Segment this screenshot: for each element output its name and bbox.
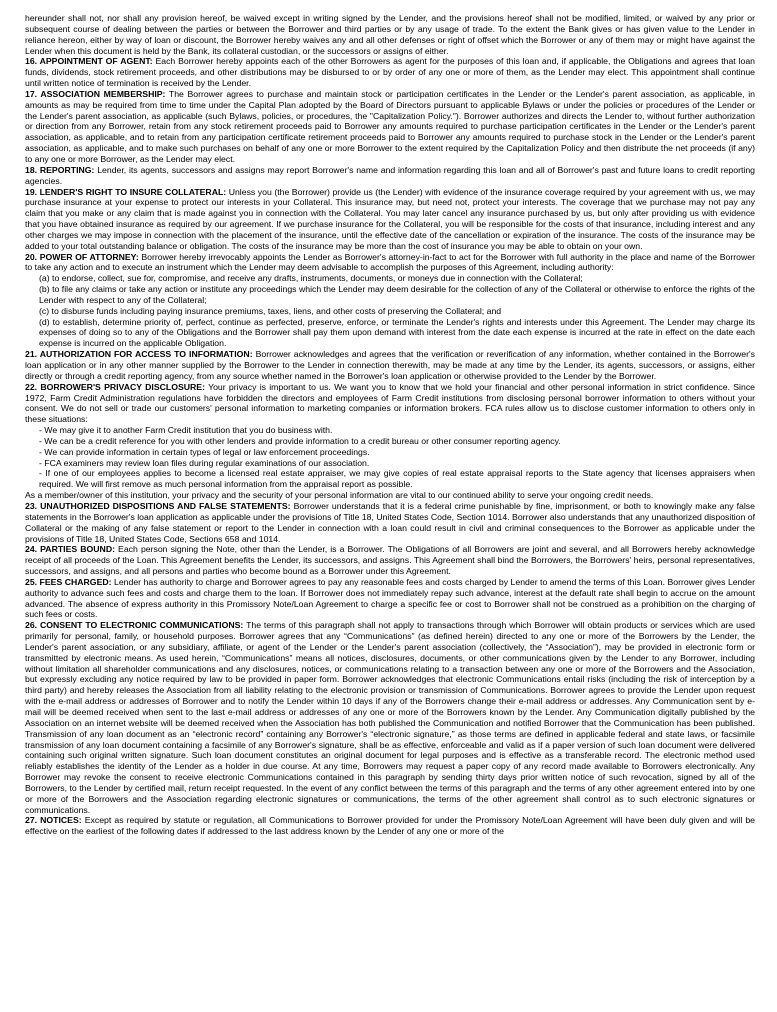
- section-21-text: Borrower acknowledges and agrees that the verification or reverification of any information, whether contained in the Borrower's loan application or in any other manner supplied by the Borrower to the Lender in connection therewith, may be made at any time by the Lender, its agents, successors, or assigns, either directly or through a credit reporting agency, from any source whether named in the Borrower's loan application or otherwise provided to the Lender by the Borrower.: [25, 349, 756, 381]
- section-22-closing: As a member/owner of this institution, your privacy and the security of your personal information are vital to our continued ability to serve your ongoing credit needs.: [25, 490, 654, 501]
- document-page: [25, 13, 755, 837]
- section-16-heading: 16. APPOINTMENT OF AGENT:: [25, 56, 153, 67]
- section-16: [25, 56, 755, 89]
- section-19-heading: 19. LENDER'S RIGHT TO INSURE COLLATERAL:: [25, 186, 227, 197]
- section-20-item: (c) to disburse funds including paying insurance premiums, taxes, liens, and other costs of preserving the Collateral; and: [39, 305, 502, 316]
- section-25-heading: 25. FEES CHARGED:: [25, 576, 112, 587]
- section-22-heading: 22. BORROWER'S PRIVACY DISCLOSURE:: [25, 381, 205, 392]
- section-26: [25, 620, 755, 815]
- section-22: [25, 382, 755, 425]
- section-24-heading: 24. PARTIES BOUND:: [25, 544, 115, 555]
- section-24-text: Each person signing the Note, other than the Lender, is a Borrower. The Obligations of all Borrowers are joint and several, and all Borrowers hereby acknowledge receipt of all proceeds of the Loan. This Agreement benefits the Lender, its successors, and assigns. This Agreement shall bind the Borrowers, the Borrowers' heirs, personal representatives, successors, and assigns, and all persons and parties who become bound as a Borrower under this Agreement.: [25, 544, 756, 577]
- section-17: [25, 89, 755, 165]
- section-17-text: The Borrower agrees to purchase and maintain stock or participation certificates in the Lender or the Lender's parent association, as applicable, in amounts as may be required from time to time under the Capital Plan adopted by the Board of Directors pursuant to applicable Bylaws or under the policies or procedures of the Lender or the Lender's parent association, as applicable (such Bylaws, policies, or procedures, the "Capitalization Policy."). Borrower authorizes and directs the Lender to, without further authorization or direction from any Borrower, retain from any stock retirement proceeds paid to Borrower any amounts required to purchase participation certificates in the Lender or the Lender's parent association, as applicable, and to retain from any participation certificate retirement proceeds paid to Borrower any amounts required to purchase stock in the Lender or the Lender's parent association, as applicable, and to make such purchases on behalf of any one or more Borrower to the extent required by the Capitalization Policy and then distribute the net proceeds (if any) to any one or more Borrower, as the Lender may elect.: [25, 88, 755, 164]
- section-17-heading: 17. ASSOCIATION MEMBERSHIP:: [25, 88, 166, 99]
- section-26-text: The terms of this paragraph shall not apply to transactions through which Borrower will obtain products or services which are used primarily for personal, family, or household purposes. Borrower agrees that any “Communications” (as defined herein) directed to any one or more of the Borrowers by the Lender, the Lender's parent association, or any subsidiary, affiliate, or agent of the Lender or the Lender's parent association (collectively, the “Association”), may be provided in electronic form or transmitted by electronic means. As used herein, “Communications” means all notices, disclosures, documents, or other communications given by the Lender to any Borrower, including without limitation all shareholder communications and any disclosures, notices, or communications relating to a transaction between any one or more of the Borrowers and the Association, but expressly excluding any notice required by law to be provided in paper form. Borrower acknowledges that electronic Communications entail risks (including the risk of interception by a third party) and hereby releases the Association from all liability relating to the electronic provision or transmission of Communications. Borrower agrees to provide the Lender upon request with the e-mail address or addresses of Borrower and to notify the Lender within 10 days if any of the Borrowers change their e-mail address or addresses. Any Communication sent by e-mail will be deemed received when sent to the last e-mail address or addresses of any one or more of the Borrowers known by the Lender. Any Communication digitally published by the Association on an internet website will be deemed received when the Association has both published the Communication and notified Borrower that the Communication has been published. Transmission of any loan document as an “electronic record” containing any Borrower's “electronic signature,” as those terms are defined in applicable federal and state laws, or facsimile transmission of any loan document containing a facsimile of any Borrower's signature, shall be as effective, enforceable and valid as if a paper version of such loan document were delivered containing such original written signature. Such loan document constitutes an original document for legal purposes and is effective as a transferable record. The electronic method used reliably establishes the identity of the Lender as a holder in due course. At any time, Borrowers may request a paper copy of any record made available to Borrowers electronically. Any Borrower may revoke the consent to receive electronic Communications contained in this paragraph by sending thirty days prior written notice of such revocation, signed by all of the Borrowers, to the Lender by certified mail, return receipt requested. In the event of any conflict between the terms of this paragraph and the terms of any other agreement entered into by one or more of the Borrowers and the Association regarding electronic signatures or communications, the terms of the other agreement shall control as to such electronic signatures or communications.: [25, 620, 755, 815]
- section-23-text: Borrower understands that it is a federal crime punishable by fine, imprisonment, or both to knowingly make any false statements in the Borrower's loan application as applicable under the provisions of Title 18, United States Code, Section 1014. Borrower also understands that any unauthorized disposition of Collateral or the making of any false statement or report to the Lender in connection with a loan could result in civil and criminal consequences to the Borrower as applicable under the provisions of Title 18, United States Code, Sections 658 and 1014.: [25, 500, 755, 544]
- section-20-item: (d) to establish, determine priority of, perfect, continue as perfected, preserve, enforce, or terminate the Lender's rights and interests under this Agreement. The Lender may charge its expenses of doing so to any of the Obligations and the Borrower shall pay them upon demand with interest from the date each expense is incurred at the rate in effect on the date each expense is incurred on the applicable Obligation.: [39, 316, 755, 349]
- section-25: [25, 577, 755, 620]
- section-22-item: - If one of our employees applies to become a licensed real estate appraiser, we may give copies of real estate appraisal reports to the State agency that licenses appraisers when required. We will first remove as much personal information from the appraisal report as possible.: [39, 468, 755, 490]
- section-21-heading: 21. AUTHORIZATION FOR ACCESS TO INFORMATION:: [25, 349, 253, 360]
- section-22-item: - FCA examiners may review loan files during regular examinations of our association.: [39, 457, 370, 468]
- section-26-heading: 26. CONSENT TO ELECTRONIC COMMUNICATIONS:: [25, 620, 244, 631]
- section-23-heading: 23. UNAUTHORIZED DISPOSITIONS AND FALSE STATEMENTS:: [25, 500, 291, 511]
- section-19-text: Unless you (the Borrower) provide us (the Lender) with evidence of the insurance coverage required by your agreement with us, we may purchase insurance at your expense to protect our interests in your Collateral. This insurance may, but need not, protect your interests. The coverage that we purchase may not pay any claim that you make or any claim that is made against you in connection with the Collateral. You may later cancel any insurance purchased by us, but only after providing us with evidence that you have obtained insurance as required by our agreement. If we purchase insurance for the Collateral, you will be responsible for the costs of that insurance, including interest and any other charges we may impose in connection with the placement of the insurance, until the effective date of the cancellation or expiration of the insurance. The costs of the insurance may be added to your total outstanding balance or obligation. The costs of the insurance may be more than the cost of insurance you may be able to obtain on your own.: [25, 186, 755, 251]
- section-21: [25, 349, 755, 382]
- section-20-item: (a) to endorse, collect, sue for, compromise, and receive any drafts, instruments, documents, or moneys due in connection with the Collateral;: [39, 273, 583, 284]
- section-27-heading: 27. NOTICES:: [25, 815, 82, 826]
- section-22-item: - We can be a credit reference for you with other lenders and provide information to a credit bureau or other consumer reporting agency.: [39, 435, 561, 446]
- section-24: [25, 544, 755, 577]
- intro-paragraph: hereunder shall not, nor shall any provision hereof, be waived except in writing signed by the Lender, and the provisions hereof shall not be modified, limited, or waived by any prior or subsequent course of dealing between the parties or between the Borrower and third parties or by any usage of trade. To the extent the Bank gives or has given value to the Lender in reliance hereon, either by way of loan or discount, the Borrower hereby waives any and all other defenses or right of offset which the Borrower or any of them may or might have against the Lender when this document is held by the Bank, its collateral custodian, or the successors or assigns of either.: [25, 13, 755, 56]
- section-20-heading: 20. POWER OF ATTORNEY:: [25, 251, 139, 262]
- section-22-item: - We may give it to another Farm Credit institution that you do business with.: [39, 425, 333, 436]
- section-19: [25, 187, 755, 252]
- section-18-heading: 18. REPORTING:: [25, 164, 95, 175]
- section-22-item: - We can provide information in certain types of legal or law enforcement proceedings.: [39, 446, 370, 457]
- section-20: [25, 252, 755, 274]
- section-27-text: Except as required by statute or regulation, all Communications to Borrower provided for under the Promissory Note/Loan Agreement will have been duly given and will be effective on the earliest of the following dates if addressed to the last address known by the Lender of any one or more of the: [25, 815, 755, 837]
- section-27: [25, 815, 755, 837]
- section-23: [25, 501, 755, 544]
- section-25-text: Lender has authority to charge and Borrower agrees to pay any reasonable fees and costs charged by Lender to amend the terms of this Loan. Borrower gives Lender authority to advance such fees and costs and charge them to the loan. If Borrower does not immediately repay such advance, interest at the default rate shall begin to accrue on the amount advanced. The absence of express authority in this Promissory Note/Loan Agreement to charge a specific fee or cost to Borrower shall not be construed as a prohibition on the charging of such fees or costs.: [25, 576, 755, 620]
- section-20-text: Borrower hereby irrevocably appoints the Lender as Borrower's attorney-in-fact to act for the Borrower with full authority in the place and name of the Borrower to take any action and to execute an instrument which the Lender may deem advisable to accomplish the purposes of this Agreement, including authority:: [25, 251, 755, 273]
- section-16-text: Each Borrower hereby appoints each of the other Borrowers as agent for the purposes of this loan and, if applicable, the Obligations and agrees that loan funds, dividends, stock retirement proceeds, and other distributions may be disbursed to or by order of any one or more of them, as the Lender may elect. This appointment shall continue until written notice of termination is received by the Lender.: [25, 56, 755, 89]
- section-18-text: Lender, its agents, successors and assigns may report Borrower's name and information regarding this loan and all of Borrower's past and future loans to credit reporting agencies.: [25, 164, 755, 186]
- section-22-text: Your privacy is important to us. We want you to know that we hold your financial and other personal information in strict confidence. Since 1972, Farm Credit Administration regulations have forbidden the directors and employees of Farm Credit institutions from disclosing personal borrower information to others without your consent. We do not sell or trade our customers' personal information to marketing companies or information brokers. FCA rules allow us to disclose customer information to others only in these situations:: [25, 381, 755, 425]
- section-18: [25, 165, 755, 187]
- section-20-item: (b) to file any claims or take any action or institute any proceedings which the Lender may deem desirable for the collection of any of the Collateral or otherwise to enforce the rights of the Lender with respect to any of the Collateral;: [39, 284, 755, 305]
